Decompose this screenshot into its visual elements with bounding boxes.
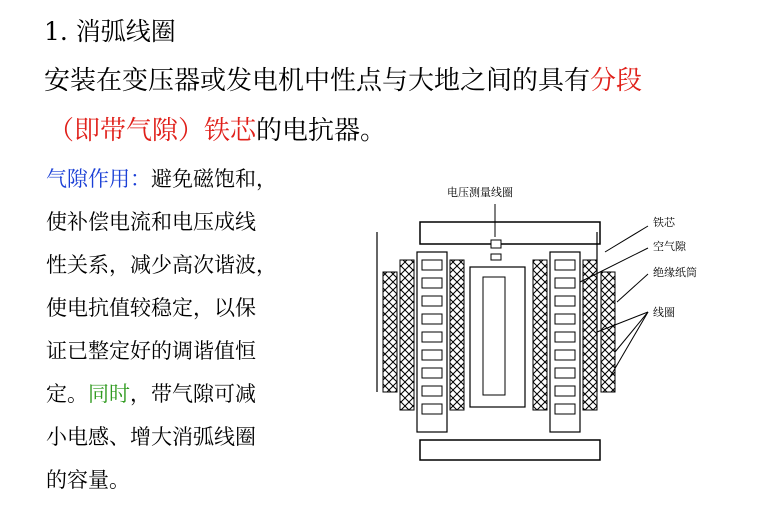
right-insulating-tube: [601, 272, 615, 392]
intro-line-2: [48, 110, 386, 147]
explain-line: 使电抗值较稳定，以保: [46, 296, 256, 320]
left-coil-inner: [450, 260, 464, 410]
left-insulating-tube: [383, 272, 397, 392]
section-title: 1. 消弧线圈: [44, 17, 176, 46]
explain-line: 小电感、增大消弧线圈: [46, 425, 256, 449]
arc-suppression-coil-diagram: [365, 182, 745, 482]
intro-text: 安装在变压器或发电机中性点与大地之间的具有: [44, 66, 591, 96]
explain-line: 证已整定好的调谐值恒: [46, 339, 256, 363]
explain-text: ，带气隙可减: [130, 382, 256, 406]
center-core-inner: [483, 277, 505, 395]
left-coil-outer: [400, 260, 414, 410]
explain-line: 使补偿电流和电压成线: [46, 210, 256, 234]
label-insulating-tube: 绝缘纸筒: [653, 266, 697, 279]
right-core-column: [550, 252, 580, 432]
label-air-gap: 空气隙: [653, 240, 686, 253]
intro-text-end: 的电抗器。: [256, 116, 387, 146]
right-coil-outer: [583, 260, 597, 410]
label-coil: 线圈: [653, 306, 675, 319]
highlight-meanwhile: 同时: [88, 382, 130, 406]
highlight-segmented: 分段: [590, 66, 643, 96]
explain-text: 定。: [46, 382, 88, 406]
left-core-column: [417, 252, 447, 432]
explain-line: 的容量。: [46, 468, 130, 492]
explanation-paragraph: [46, 158, 346, 502]
label-core: 铁芯: [653, 216, 675, 229]
voltage-coil-marker: [491, 240, 501, 248]
label-voltage-coil: 电压测量线圈: [447, 186, 513, 199]
highlight-air-gap-core: （即带气隙）铁芯: [48, 116, 257, 146]
explain-line: 避免磁饱和，: [151, 167, 277, 191]
explain-line: 性关系，减少高次谐波，: [46, 253, 277, 277]
intro-line-1: [44, 60, 642, 97]
air-gap-label: 气隙作用：: [46, 167, 151, 191]
right-coil-inner: [533, 260, 547, 410]
bottom-yoke: [420, 440, 600, 460]
top-yoke: [420, 222, 600, 244]
